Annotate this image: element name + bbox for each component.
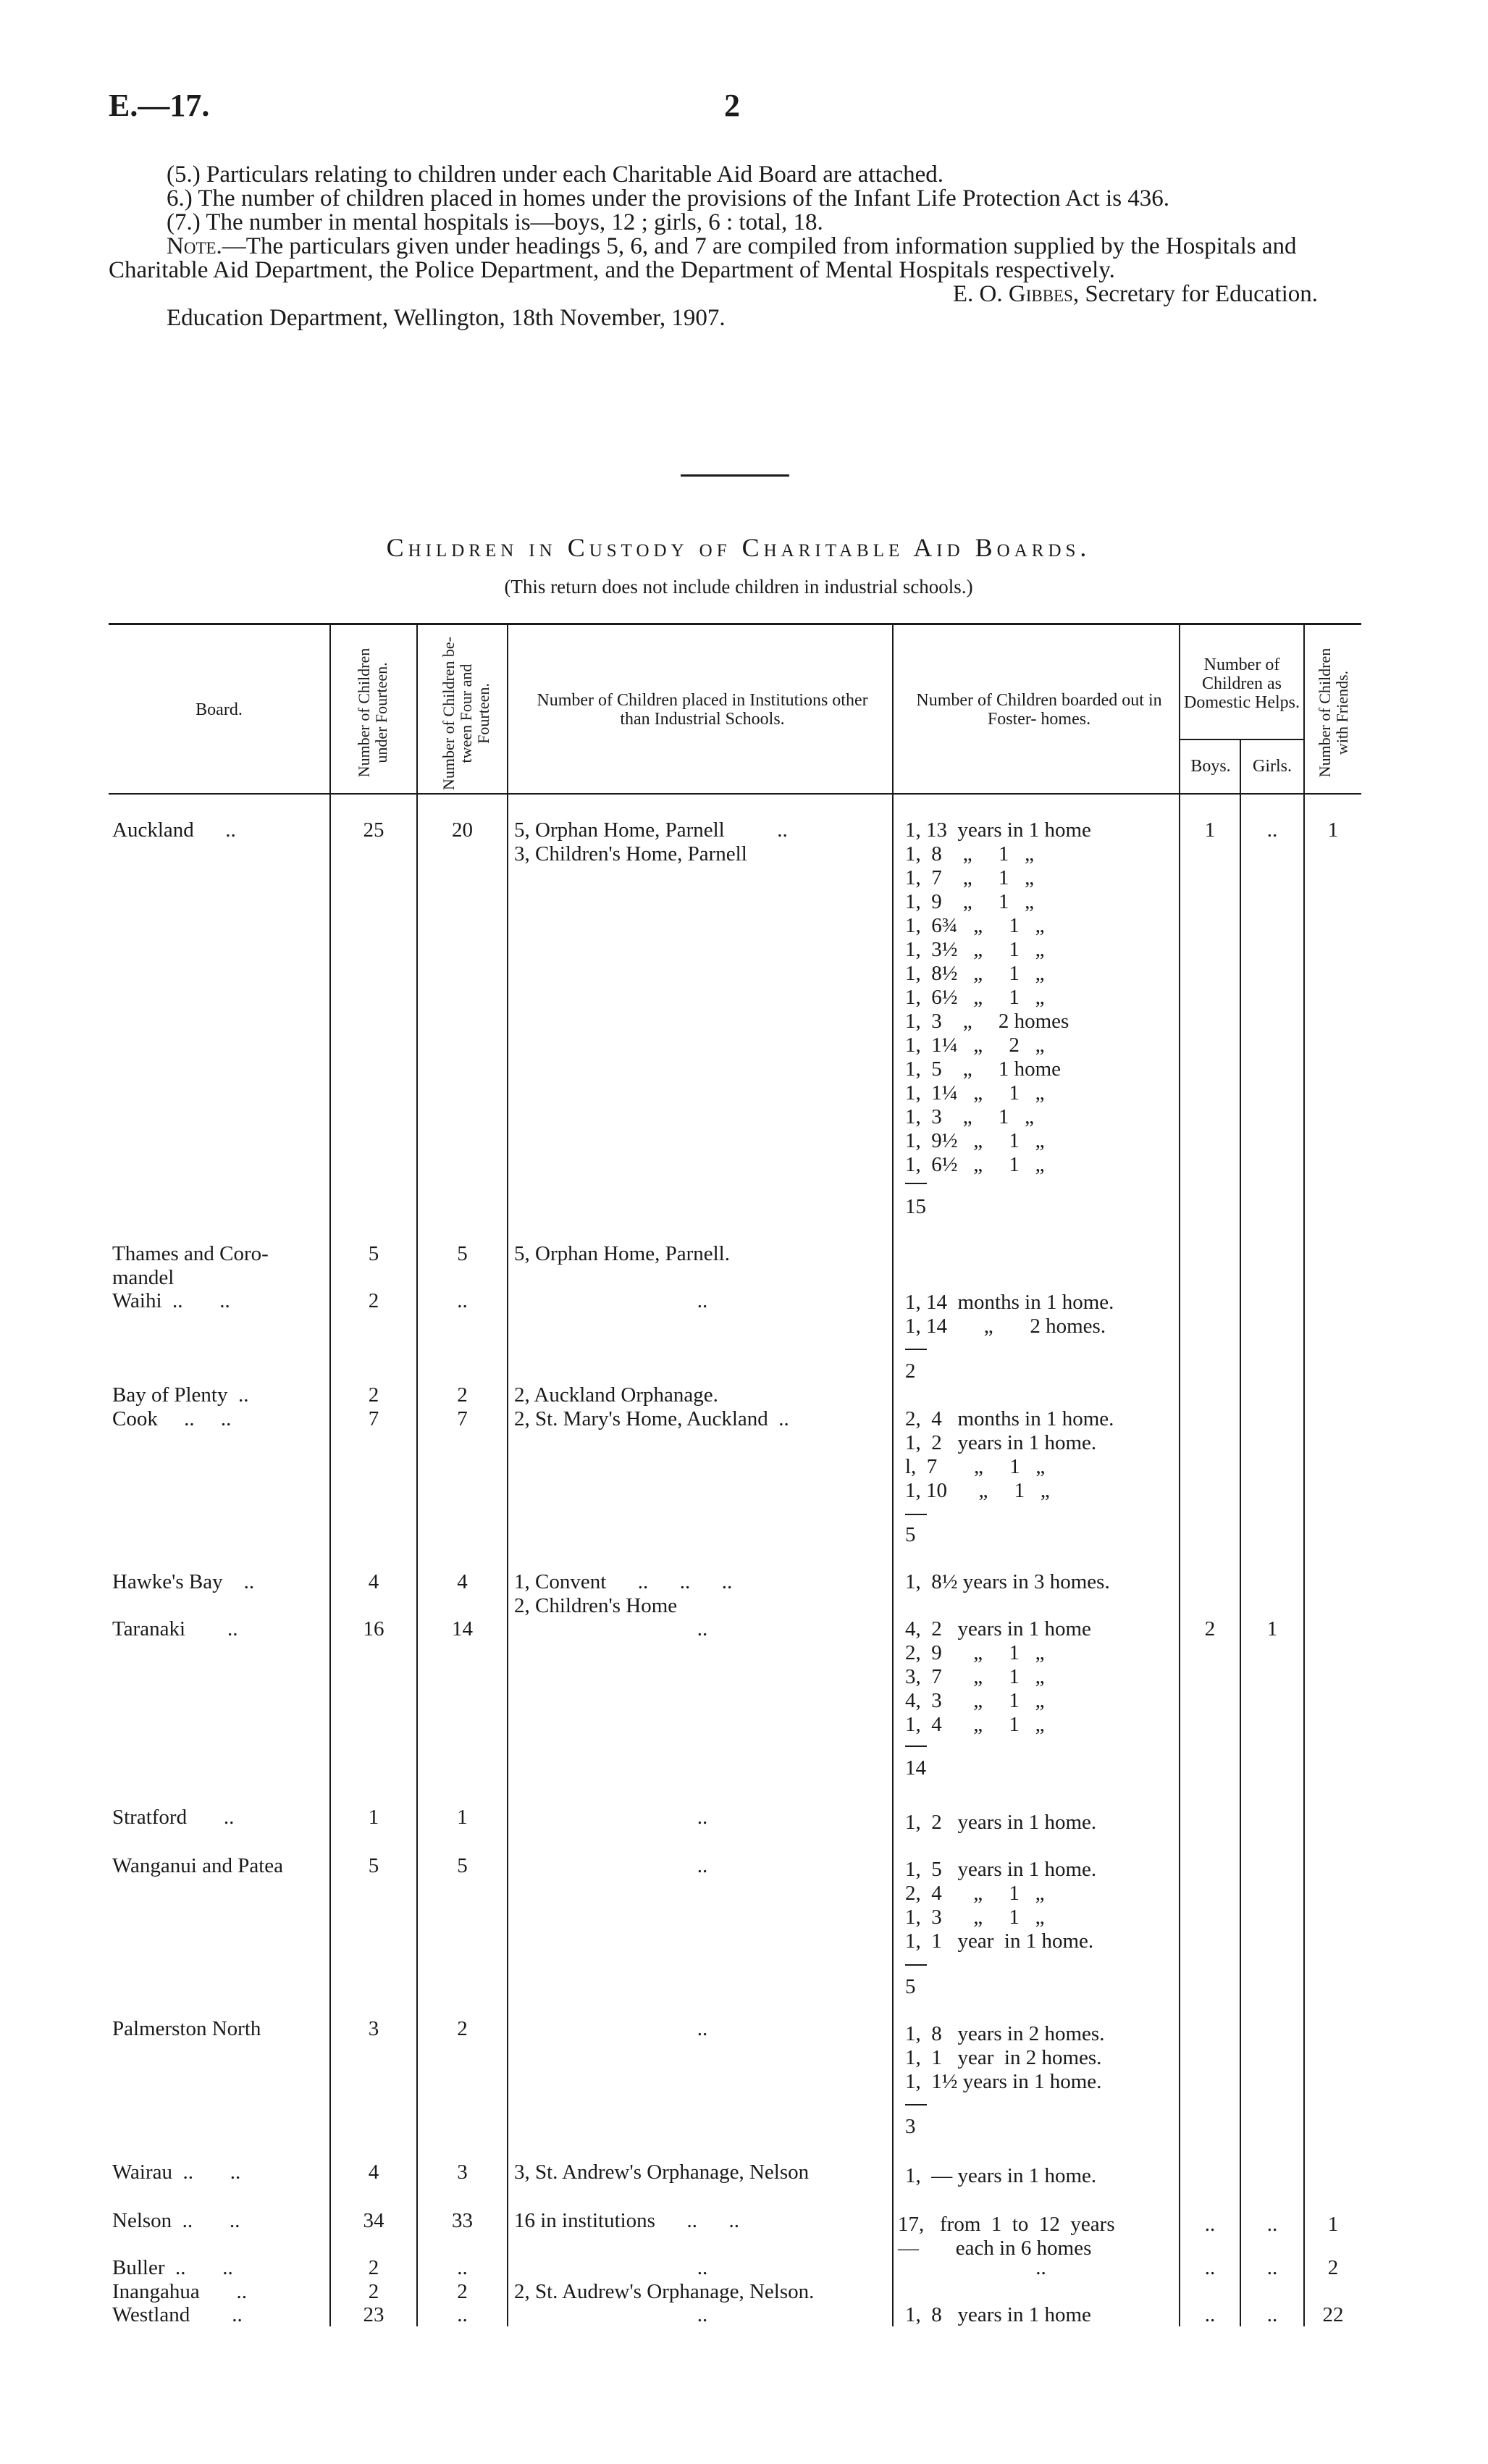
col-header-domestic-helps: Number of Children as Domestic Helps. — [1184, 655, 1300, 712]
boarded-value: 4, 2 years in 1 home 2, 9 „ 1 „ 3, 7 „ 1 „ 4, 3 „ 1 „ 1, 4 „ 1 „ — [905, 1617, 1091, 1736]
under-fourteen-value: 34 — [363, 2209, 384, 2232]
boys-value: 1 — [1204, 818, 1216, 842]
section-divider — [681, 474, 789, 477]
under-fourteen-value: 2 — [368, 1289, 379, 1312]
note-text: —The particulars given under headings 5, 6, and 7 are compiled from information supplied by the Hospitals and Charitable Aid Department, the Police Department, and the Department of Mental Hospitals respectively. — [109, 233, 1297, 283]
board-name: Auckland .. — [112, 818, 236, 842]
board-name: Waihi .. .. — [112, 1289, 230, 1312]
boarded-total: 15 — [905, 1195, 926, 1218]
paragraph-7: (7.) The number in mental hospitals is—boys, 12 ; girls, 6 : total, 18. — [167, 209, 823, 235]
board-name: Palmerston North — [112, 2017, 261, 2040]
table-subtitle: (This return does not include children in industrial schools.) — [504, 576, 973, 598]
board-name: Bay of Plenty .. — [112, 1383, 249, 1407]
girls-value: 1 — [1266, 1617, 1278, 1640]
board-name: Stratford .. — [112, 1806, 235, 1829]
col-divider-3 — [507, 624, 508, 2326]
between-value: 3 — [457, 2161, 468, 2184]
friends-value: 1 — [1327, 818, 1339, 842]
between-value: 4 — [457, 1570, 468, 1593]
under-fourteen-value: 5 — [368, 1242, 379, 1265]
page-header — [109, 87, 1369, 130]
between-value: 5 — [457, 1854, 468, 1877]
boys-value: 2 — [1204, 1617, 1216, 1640]
col-divider-1 — [329, 624, 331, 2326]
board-name: Cook .. .. — [112, 1407, 232, 1430]
page-number: 2 — [724, 88, 740, 123]
col-divider-7 — [1303, 624, 1305, 2326]
between-value: 1 — [457, 1806, 468, 1829]
institutions-value: 16 in institutions .. .. — [514, 2209, 739, 2232]
paragraph-5: (5.) Particulars relating to children under each Charitable Aid Board are attached. — [167, 162, 943, 188]
under-fourteen-value: 2 — [368, 2280, 379, 2303]
board-name: Inangahua .. — [112, 2280, 248, 2303]
under-fourteen-value: 3 — [368, 2017, 379, 2040]
col-divider-6 — [1240, 739, 1241, 2326]
table-top-border — [109, 623, 1361, 625]
board-name: Taranaki .. — [112, 1617, 238, 1640]
under-fourteen-value: 23 — [363, 2303, 384, 2326]
friends-value: 1 — [1327, 2213, 1339, 2236]
col-header-under-fourteen: Number of Children under Fourteen. — [355, 648, 390, 778]
under-fourteen-value: 4 — [368, 1570, 379, 1593]
under-fourteen-value: 2 — [368, 1383, 379, 1407]
institutions-value: 2, Auckland Orphanage. — [514, 1383, 718, 1407]
institutions-value: .. — [697, 2303, 708, 2326]
between-value: .. — [457, 2256, 468, 2279]
col-header-with-friends: Number of Children with Friends. — [1316, 648, 1351, 778]
dateline: Education Department, Wellington, 18th November, 1907. — [167, 305, 726, 331]
boys-value: .. — [1204, 2213, 1216, 2236]
girls-value: .. — [1266, 2303, 1278, 2326]
between-value: 5 — [457, 1242, 468, 1265]
boys-value: .. — [1204, 2256, 1216, 2279]
board-name: Thames and Coro- mandel — [112, 1242, 269, 1289]
under-fourteen-value: 16 — [363, 1617, 384, 1640]
institutions-value: 3, St. Andrew's Orphanage, Nelson — [514, 2161, 810, 2184]
between-value: 2 — [457, 1383, 468, 1407]
boarded-value: 1, 8 years in 1 home — [905, 2303, 1091, 2326]
subtotal-rule — [905, 1746, 927, 1747]
boarded-total: 14 — [905, 1756, 926, 1780]
under-fourteen-value: 5 — [368, 1854, 379, 1877]
table-title: Children in Custody of Charitable Aid Boards. — [386, 533, 1091, 562]
note-paragraph — [109, 235, 1361, 282]
col-header-boys: Boys. — [1190, 756, 1231, 776]
subtotal-rule — [905, 2104, 927, 2105]
paragraph-6: 6.) The number of children placed in homes under the provisions of the Infant Life Protection Act is 436. — [167, 185, 1170, 211]
col-divider-2 — [416, 624, 418, 2326]
between-value: 2 — [457, 2017, 468, 2040]
board-name: Hawke's Bay .. — [112, 1570, 255, 1593]
institutions-value: 2, St. Mary's Home, Auckland .. — [514, 1407, 789, 1430]
girls-value: .. — [1266, 2256, 1278, 2279]
header-bottom-border — [109, 793, 1361, 795]
institutions-value: .. — [697, 1617, 708, 1640]
girls-value: .. — [1266, 818, 1278, 842]
girls-value: .. — [1266, 2213, 1278, 2236]
board-name: Buller .. .. — [112, 2256, 233, 2279]
boys-value: .. — [1204, 2303, 1216, 2326]
institutions-value: .. — [697, 1854, 708, 1877]
institutions-value: .. — [697, 1806, 708, 1829]
institutions-value: .. — [697, 1289, 708, 1312]
col-header-board: Board. — [196, 700, 243, 719]
between-value: .. — [457, 1289, 468, 1312]
institutions-value: 5, Orphan Home, Parnell. — [514, 1242, 730, 1265]
board-name: Westland .. — [112, 2303, 243, 2326]
institutions-value: 2, St. Audrew's Orphanage, Nelson. — [514, 2280, 815, 2303]
between-value: 2 — [457, 2280, 468, 2303]
subtotal-rule — [905, 1514, 927, 1515]
boarded-value: 2, 4 months in 1 home. 1, 2 years in 1 home. l, 7 „ 1 „ 1, 10 „ 1 „ — [905, 1407, 1114, 1502]
under-fourteen-value: 25 — [363, 818, 384, 842]
institutions-value: .. — [697, 2017, 708, 2040]
boarded-value: 1, 8 years in 2 homes. 1, 1 year in 2 homes. 1, 1½ years in 1 home. — [905, 2022, 1105, 2093]
document-reference: E.—17. — [109, 88, 210, 123]
board-name: Nelson .. .. — [112, 2209, 240, 2232]
signature — [109, 282, 1361, 306]
between-value: 33 — [452, 2209, 473, 2232]
subtotal-rule — [905, 1349, 927, 1350]
under-fourteen-value: 7 — [368, 1407, 379, 1430]
boarded-value: 1, — years in 1 home. — [905, 2164, 1097, 2187]
col-divider-5 — [1179, 624, 1180, 2326]
boarded-total: 3 — [905, 2115, 916, 2138]
friends-value: 2 — [1327, 2256, 1339, 2279]
institutions-value: .. — [697, 2256, 708, 2279]
col-divider-4 — [892, 624, 894, 2326]
between-value: 14 — [452, 1617, 473, 1640]
boarded-value: 1, 14 months in 1 home. 1, 14 „ 2 homes. — [905, 1291, 1114, 1338]
board-name: Wairau .. .. — [112, 2161, 241, 2184]
signature-title: , Secretary for Education. — [1072, 281, 1318, 307]
under-fourteen-value: 1 — [368, 1806, 379, 1829]
subtotal-rule — [905, 1183, 927, 1184]
boarded-value: 1, 2 years in 1 home. — [905, 1811, 1097, 1834]
domestic-subheader-border — [1180, 739, 1303, 740]
between-value: 20 — [452, 818, 473, 842]
between-value: 7 — [457, 1407, 468, 1430]
between-value: .. — [457, 2303, 468, 2326]
subtotal-rule — [905, 1964, 927, 1966]
boarded-value: 1, 8½ years in 3 homes. — [905, 1570, 1110, 1593]
col-header-boarded-out: Number of Children boarded out in Foster- homes. — [916, 691, 1162, 729]
institutions-value: 1, Convent .. .. .. 2, Children's Home — [514, 1570, 733, 1617]
boarded-total: 5 — [905, 1975, 916, 1998]
boarded-total: 2 — [905, 1359, 916, 1383]
col-header-between-four-fourteen: Number of Children be- tween Four and Fourteen. — [440, 637, 492, 790]
friends-value: 22 — [1322, 2303, 1344, 2326]
intro-text — [109, 163, 1361, 330]
boarded-total: 5 — [905, 1523, 916, 1546]
boarded-value: 1, 13 years in 1 home 1, 8 „ 1 „ 1, 7 „ 1 „ 1, 9 „ 1 „ 1, 6¾ „ 1 „ 1, 3½ „ 1 „ 1, 8½ „ 1 „ 1, 6½ „ 1 „ 1, 3 „ 2 homes 1, 1¼ „ 2 „ 1, 5 „ 1 home 1, 1¼ „ 1 „ 1, 3 „ 1 „ 1, 9½ „ 1 „ 1, 6½ „ 1 „ — [905, 818, 1091, 1176]
signature-name: E. O. Gibbes — [952, 281, 1073, 307]
col-header-institutions: Number of Children placed in Institutions other than Industrial Schools. — [537, 691, 868, 729]
under-fourteen-value: 4 — [368, 2161, 379, 2184]
institutions-value: 5, Orphan Home, Parnell .. 3, Children's Home, Parnell — [514, 818, 788, 866]
board-name: Wanganui and Patea — [112, 1854, 284, 1877]
under-fourteen-value: 2 — [368, 2256, 379, 2279]
boarded-value: 17, from 1 to 12 years — each in 6 homes — [898, 2213, 1115, 2260]
boarded-value: .. — [1035, 2256, 1046, 2279]
boarded-value: 1, 5 years in 1 home. 2, 4 „ 1 „ 1, 3 „ 1 „ 1, 1 year in 1 home. — [905, 1858, 1097, 1953]
col-header-girls: Girls. — [1253, 756, 1292, 776]
note-label: Note. — [167, 233, 222, 259]
